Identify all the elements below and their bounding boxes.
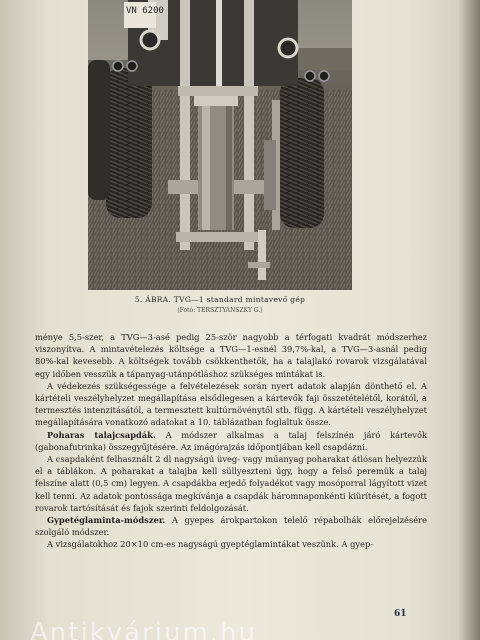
figure-caption bbox=[88, 294, 352, 316]
paragraph-5-text: A gyepes árokpartokon telelő répabolhák előrejelzésére szolgáló módszer. bbox=[35, 515, 427, 538]
paragraph-1: ménye 5,5-szer, a TVG—3-asé pedig 25-ször nagyobb a térfogati kvadrát módszerhez viszonyítva. A mintavételezés költsége a TVG—1-esnél 39,7%-kal, a TVG—3-asnál pedig 80%-kal kevesebb. A költségek tovább csökkenthetők, ha a talajlakó rovarok vizsgálatával egy időben vesszük a tápanyag-utánpótláshoz szükséges mintákat is. bbox=[35, 332, 427, 379]
tractor-photo bbox=[88, 0, 352, 290]
section-heading-pitfall-traps: Poharas talajcsapdák. bbox=[47, 429, 156, 440]
tractor-image bbox=[88, 0, 352, 290]
paragraph-3 bbox=[35, 429, 427, 453]
body-text bbox=[35, 331, 427, 551]
paragraph-4: A csapdaként felhasznált 2 dl nagyságú üveg- vagy műanyag poharakat átlósan helyezzük el a táblákon. A poharakat a talajba kell süllyeszteni úgy, hogy a felső peremük a talaj felszíne alatt (0,5 cm) legyen. A csapdákba erjedő folyadékot vagy mosóporral lágyított vizet kell tenni. Az adatok pontossága megkívánja a csapdák háromnaponkénti kiürítését, a fogott rovarok tartósítását és fajok szerinti feldolgozását. bbox=[35, 454, 427, 513]
section-heading-sod-sample: Gypetéglaminta-módszer. bbox=[47, 515, 166, 526]
paragraph-2: A védekezés szükségessége a felvételezések során nyert adatok alapján dönthető el. A kártételi veszélyhelyzet megállapítása elsődlegesen a kártevők faji összetételétől, korától, a termesztés intenzitásától, a termesztett kultúrnövénytől stb. függ. A kártételi veszélyhelyzet megállapítására vonatkozó adatokat a 10. táblázatban foglaltuk össze. bbox=[35, 380, 427, 428]
page-number: 61 bbox=[394, 609, 407, 619]
page-edge-shadow bbox=[458, 0, 480, 640]
paragraph-3-text: A módszer alkalmas a talaj felszínén járó kártevők (gabonafutrinka) összegyűjtésére. Az imágórajzás időpontjában kell csapdázni. bbox=[35, 429, 428, 452]
watermark: Antikvárium.hu bbox=[30, 618, 257, 640]
plate-text: VN 6200 bbox=[126, 6, 164, 16]
figure-title: 5. ÁBRA. TVG—1 standard mintavevő gép bbox=[134, 295, 306, 304]
photo-credit: (Fotó: TERSZTYÁNSZKY G.) bbox=[177, 307, 263, 314]
paragraph-5 bbox=[35, 514, 427, 538]
paragraph-6: A vizsgálatokhoz 20×10 cm-es nagyságú gyeptéglamintákat veszünk. A gyep- bbox=[47, 539, 374, 550]
